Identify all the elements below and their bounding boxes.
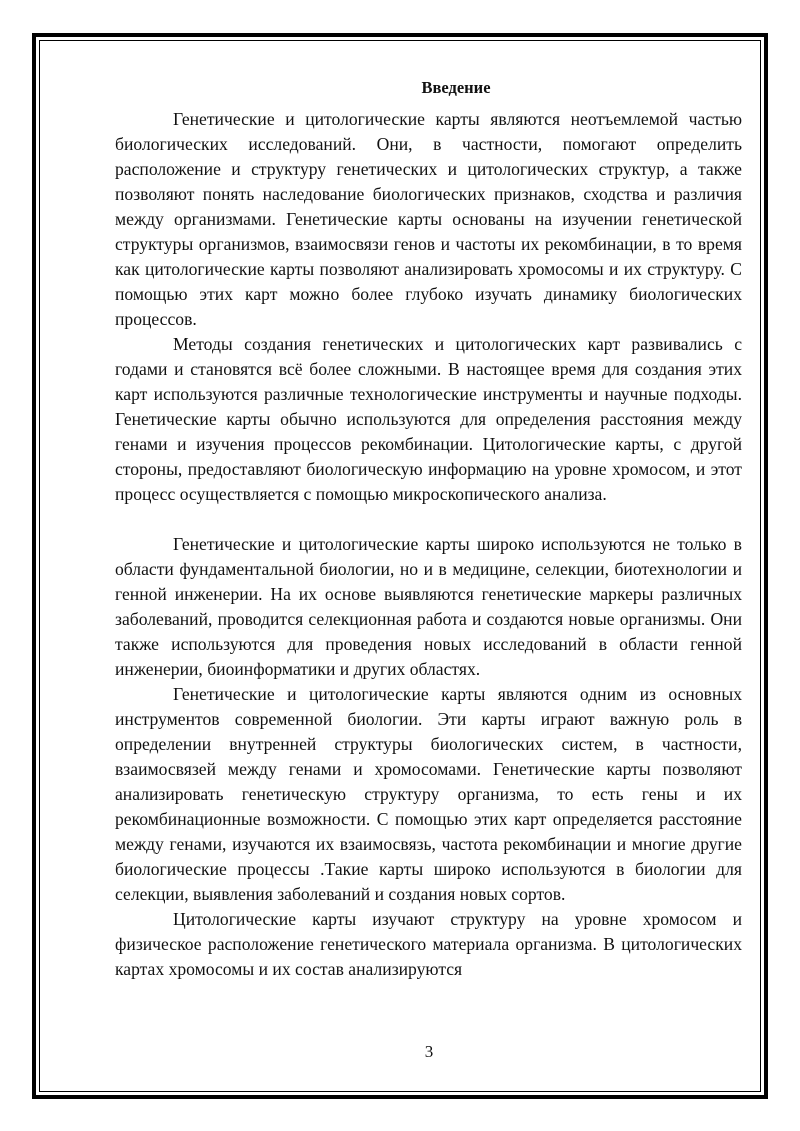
- page-number: 3: [424, 1042, 434, 1061]
- paragraph-4: Генетические и цитологические карты являются одним из основных инструментов современной биологии. Эти карты играют важную роль в определении внутренней структуры биологических систем, в частности, взаимосвязей между генами и хромосомами. Генетические карты позволяют анализировать генетическую структуру организма, то есть гены и их рекомбинационные возможности. С помощью этих карт определяется расстояние между генами, изучаются их взаимосвязь, частота рекомбинации и многие другие биологические процессы .Такие карты широко используются в биологии для селекции, выявления заболеваний и создания новых сортов.: [115, 684, 742, 904]
- page-title: Введение: [421, 78, 491, 97]
- paragraph-2: Методы создания генетических и цитологических карт развивались с годами и становятся всё более сложными. В настоящее время для создания этих карт используются различные технологические инструменты и научные подходы. Генетические карты обычно используются для определения расстояния между генами и изучения процессов рекомбинации. Цитологические карты, с другой стороны, предоставляют биологическую информацию на уровне хромосом, и этот процесс осуществляется с помощью микроскопического анализа.: [115, 334, 742, 504]
- paragraph-5: Цитологические карты изучают структуру на уровне хромосом и физическое расположение генетического материала организма. В цитологических картах хромосомы и их состав анализируются: [115, 909, 742, 979]
- paragraph-1: Генетические и цитологические карты являются неотъемлемой частью биологических исследований. Они, в частности, помогают определить расположение и структуру генетических и цитологических структур, а также позволяют понять наследование биологических признаков, сходства и различия между организмами. Генетические карты основаны на изучении генетической структуры организмов, взаимосвязи генов и частоты их рекомбинации, в то время как цитологические карты позволяют анализировать хромосомы и их структуру. С помощью этих карт можно более глубоко изучать динамику биологических процессов.: [115, 109, 742, 329]
- document-body: [115, 107, 742, 982]
- paragraph-3: Генетические и цитологические карты широко используются не только в области фундаментальной биологии, но и в медицине, селекции, биотехнологии и генной инженерии. На их основе выявляются генетические маркеры различных заболеваний, проводится селекционная работа и создаются новые организмы. Они также используются для проведения новых исследований в области генной инженерии, биоинформатики и других областях.: [115, 534, 742, 679]
